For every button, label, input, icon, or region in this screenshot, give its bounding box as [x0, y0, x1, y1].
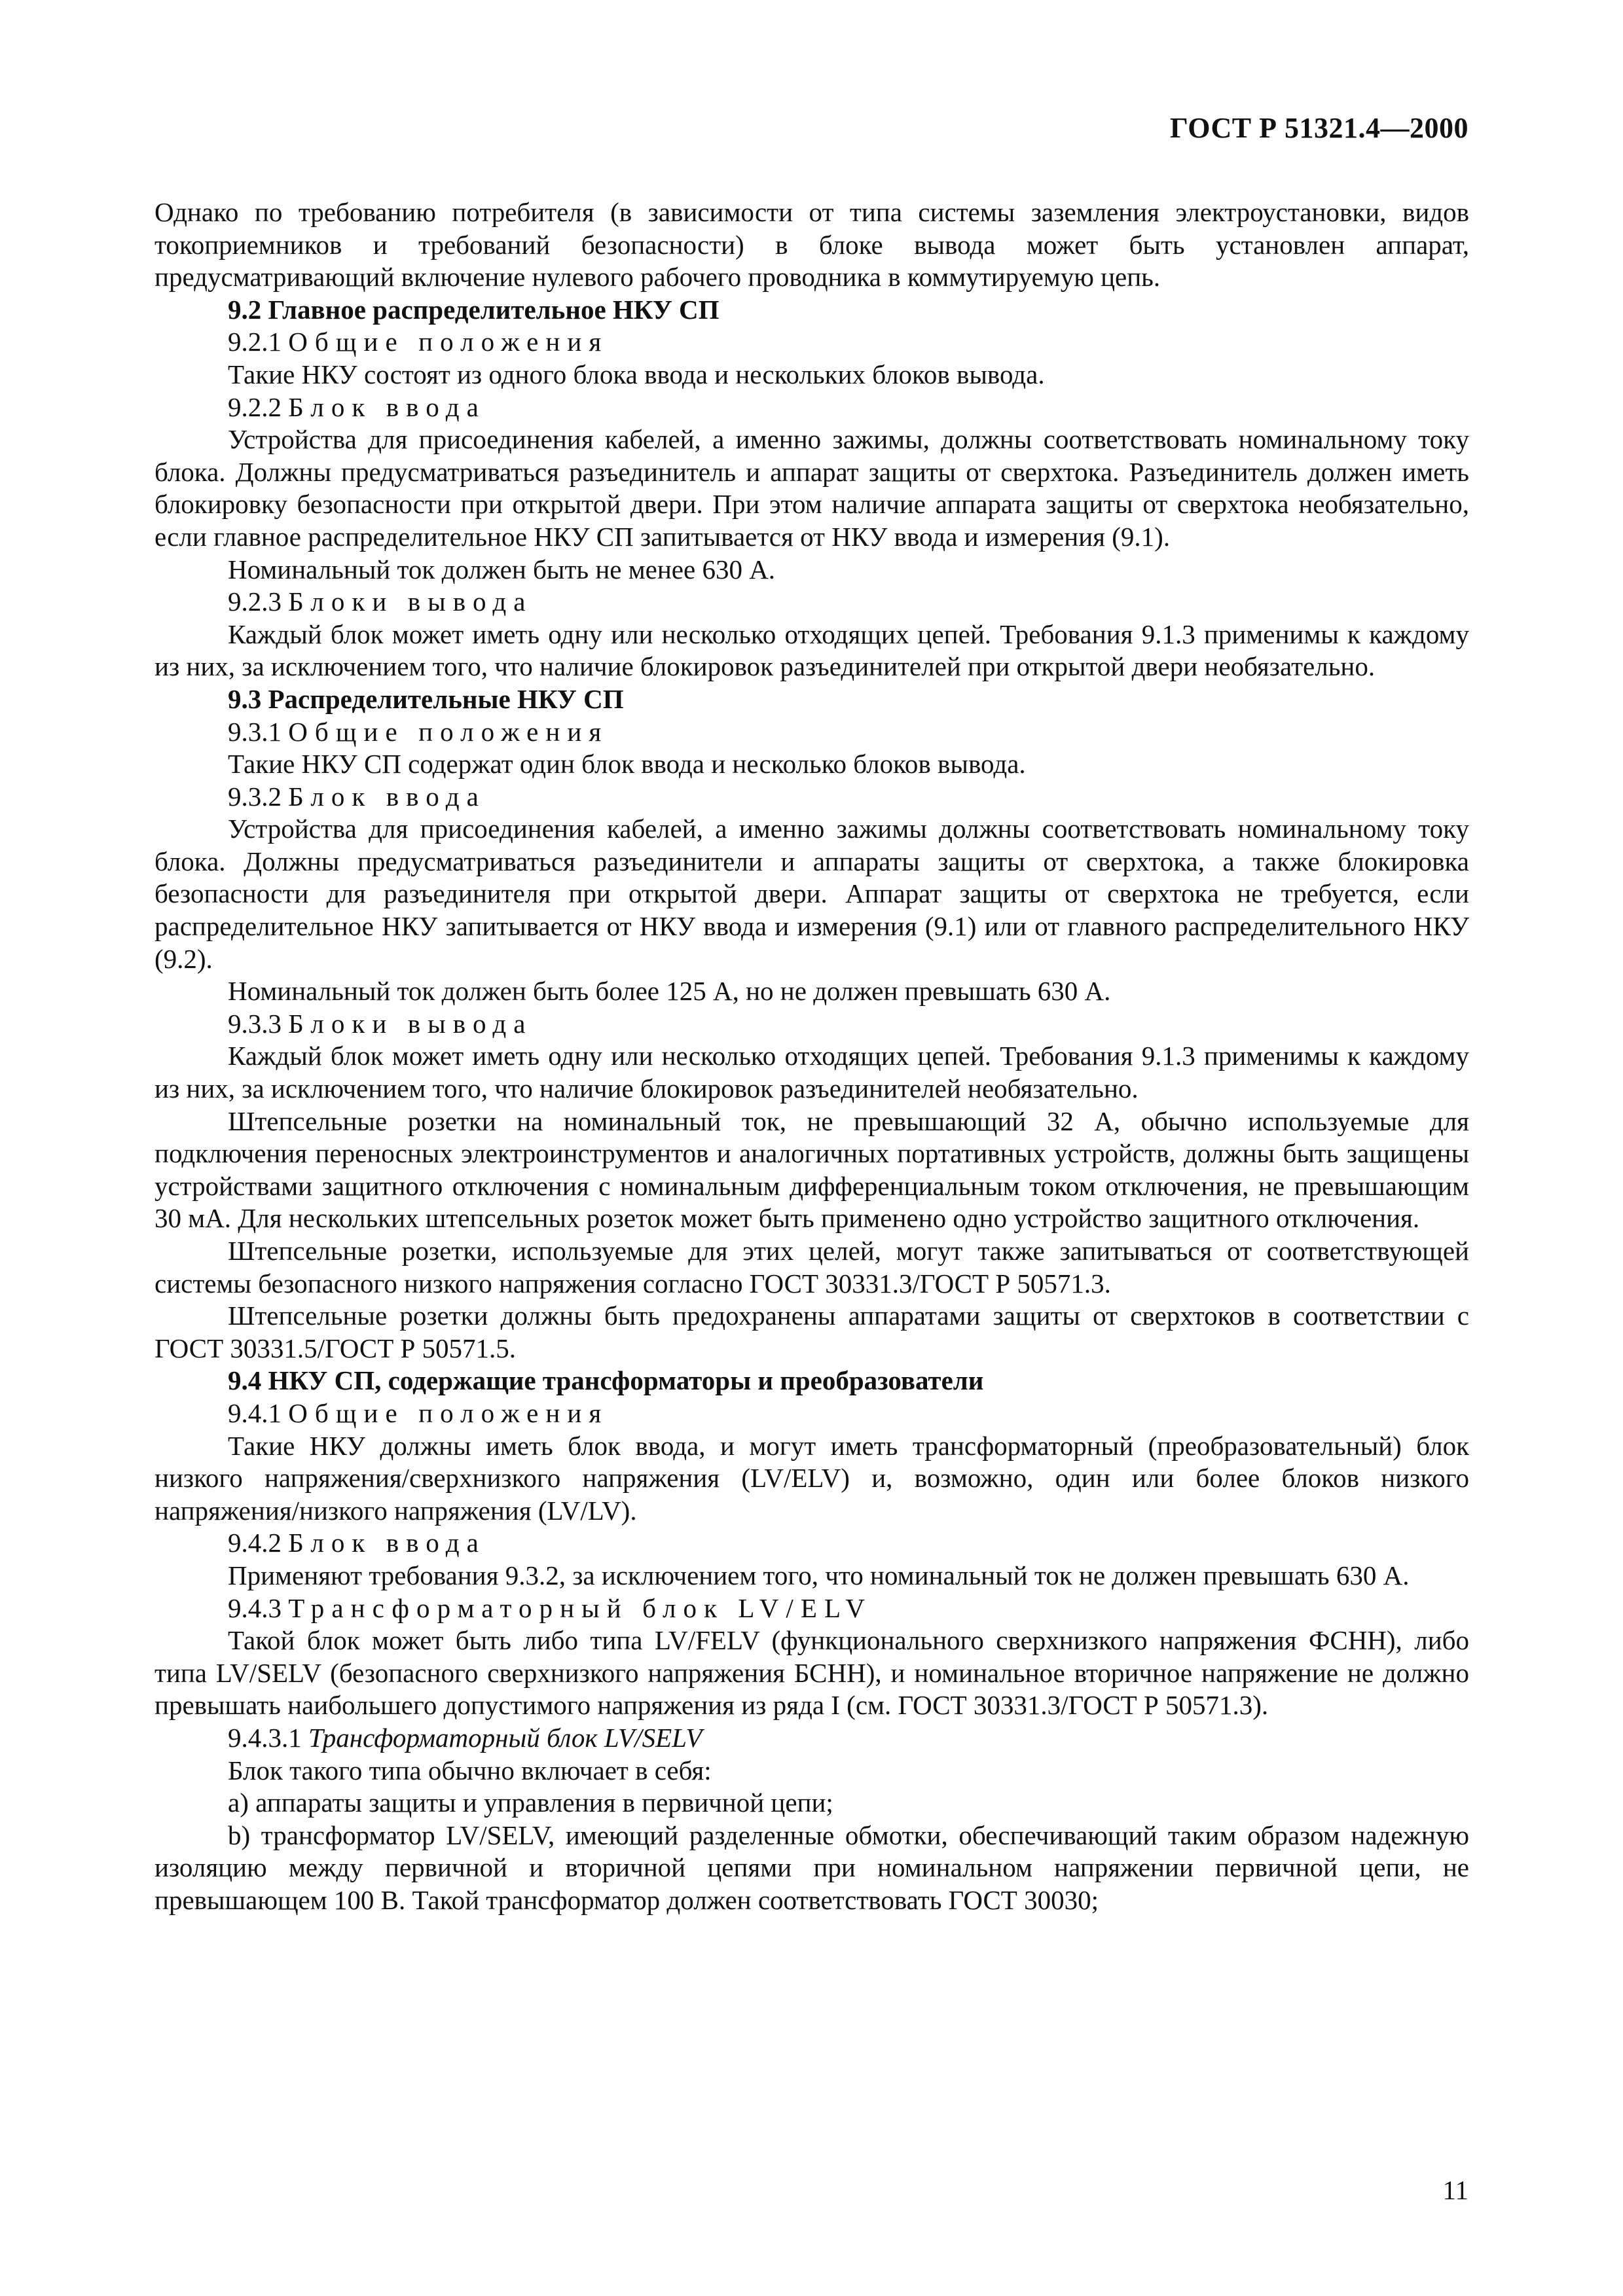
subsection-number: 9.3.1	[228, 716, 282, 747]
paragraph: Однако по требованию потребителя (в зависимости от типа системы заземления электроустановки, видов токоприемников и требований безопасности) в блоке вывода может быть установлен аппарат, предусматривающий включение нулевого рабочего проводника в коммутируемую цепь.	[155, 197, 1469, 293]
subsection-heading	[155, 1592, 1469, 1625]
subsection-title: Блоки вывода	[288, 1008, 533, 1039]
subsection-title: Блок ввода	[288, 391, 486, 422]
subsection-title: Блок ввода	[288, 1528, 486, 1558]
subsection-heading	[155, 1397, 1469, 1430]
paragraph: Блок такого типа обычно включает в себя:	[228, 1755, 712, 1785]
paragraph: Штепсельные розетки на номинальный ток, не превышающий 32 А, обычно используемые для подключения переносных электроинструментов и аналогичных портативных устройств, должны быть защищены устройствами защитного отключения с номинальным дифференциальным током отключения, не превышающим 30 мА. Для нескольких штепсельных розеток может быть применено одно устройство защитного отключения.	[155, 1105, 1469, 1234]
subsection-title: Трансформаторный блок LV/SELV	[308, 1722, 702, 1753]
paragraph: Штепсельные розетки должны быть предохранены аппаратами защиты от сверхтоков в соответствии с ГОСТ 30331.5/ГОСТ Р 50571.5.	[155, 1300, 1469, 1363]
subsection-number: 9.2.1	[228, 327, 282, 357]
subsection-heading	[155, 1008, 1469, 1041]
subsection-title: Трансформаторный блок LV/ELV	[288, 1592, 873, 1623]
subsection-title: Блок ввода	[288, 781, 486, 812]
subsubsection-heading	[155, 1722, 1469, 1755]
paragraph: Номинальный ток должен быть не менее 630 А.	[228, 554, 776, 584]
subsection-title: Общие положения	[288, 327, 609, 357]
subsection-title: Блоки вывода	[288, 586, 533, 617]
paragraph: Каждый блок может иметь одну или несколько отходящих цепей. Требования 9.1.3 применимы к каждому из них, за исключением того, что наличие блокировок разъединителей необязательно.	[155, 1041, 1469, 1104]
subsection-heading	[155, 326, 1469, 359]
subsection-number: 9.4.3.1	[228, 1722, 302, 1753]
subsection-title: Общие положения	[288, 716, 609, 747]
section-heading: 9.2 Главное распределительное НКУ СП	[228, 294, 720, 325]
paragraph: Применяют требования 9.3.2, за исключением того, что номинальный ток не должен превышать 630 А.	[228, 1560, 1410, 1590]
subsection-number: 9.2.3	[228, 586, 282, 617]
paragraph: Устройства для присоединения кабелей, а именно зажимы должны соответствовать номинальному току блока. Должны предусматриваться разъединители и аппараты защиты от сверхтока, а также блокировка безопасности для разъединителя при открытой двери. Аппарат защиты от сверхтока не требуется, если распределительное НКУ запитывается от НКУ ввода и измерения (9.1) или от главного распределительного НКУ (9.2).	[155, 814, 1469, 974]
document-body	[155, 196, 1469, 1916]
section-heading: 9.4 НКУ СП, содержащие трансформаторы и преобразователи	[228, 1365, 984, 1396]
subsection-number: 9.4.2	[228, 1528, 282, 1558]
page-number: 11	[1442, 2175, 1468, 2205]
paragraph: Такой блок может быть либо типа LV/FELV (функционального сверхнизкого напряжения ФСНН), либо типа LV/SELV (безопасного сверхнизкого напряжения БСНН), и номинальное вторичное напряжение не должно превышать наибольшего допустимого напряжения из ряда I (см. ГОСТ 30331.3/ГОСТ Р 50571.3).	[155, 1625, 1469, 1721]
list-item: a) аппараты защиты и управления в первичной цепи;	[228, 1787, 833, 1818]
subsection-heading	[155, 1527, 1469, 1560]
subsection-number: 9.3.2	[228, 781, 282, 812]
paragraph: Такие НКУ должны иметь блок ввода, и могут иметь трансформаторный (преобразовательный) блок низкого напряжения/сверхнизкого напряжения (LV/ELV) и, возможно, один или более блоков низкого напряжения/низкого напряжения (LV/LV).	[155, 1430, 1469, 1526]
subsection-number: 9.2.2	[228, 391, 282, 422]
paragraph: Такие НКУ СП содержат один блок ввода и несколько блоков вывода.	[228, 749, 1026, 780]
paragraph: Номинальный ток должен быть более 125 А, но не должен превышать 630 А.	[228, 976, 1111, 1007]
paragraph: Штепсельные розетки, используемые для этих целей, могут также запитываться от соответствующей системы безопасного низкого напряжения согласно ГОСТ 30331.3/ГОСТ Р 50571.3.	[155, 1236, 1469, 1299]
paragraph: Такие НКУ состоят из одного блока ввода и нескольких блоков вывода.	[228, 359, 1045, 389]
paragraph: Каждый блок может иметь одну или несколько отходящих цепей. Требования 9.1.3 применимы к каждому из них, за исключением того, что наличие блокировок разъединителей при открытой двери необязательно.	[155, 619, 1469, 682]
document-header: ГОСТ Р 51321.4—2000	[1169, 112, 1468, 144]
subsection-number: 9.4.1	[228, 1397, 282, 1428]
subsection-number: 9.4.3	[228, 1592, 282, 1623]
subsection-heading	[155, 586, 1469, 619]
subsection-heading	[155, 716, 1469, 749]
subsection-title: Общие положения	[288, 1397, 609, 1428]
subsection-number: 9.3.3	[228, 1008, 282, 1039]
subsection-heading	[155, 391, 1469, 424]
list-item: b) трансформатор LV/SELV, имеющий разделенные обмотки, обеспечивающий таким образом надежную изоляцию между первичной и вторичной цепями при номинальном напряжении первичной цепи, не превышающем 100 В. Такой трансформатор должен соответствовать ГОСТ 30030;	[155, 1820, 1469, 1915]
subsection-heading	[155, 781, 1469, 814]
paragraph: Устройства для присоединения кабелей, а именно зажимы, должны соответствовать номинальному току блока. Должны предусматриваться разъединитель и аппарат защиты от сверхтока. Разъединитель должен иметь блокировку безопасности при открытой двери. При этом наличие аппарата защиты от сверхтока необязательно, если главное распределительное НКУ СП запитывается от НКУ ввода и измерения (9.1).	[155, 424, 1469, 552]
section-heading: 9.3 Распределительные НКУ СП	[228, 683, 624, 714]
